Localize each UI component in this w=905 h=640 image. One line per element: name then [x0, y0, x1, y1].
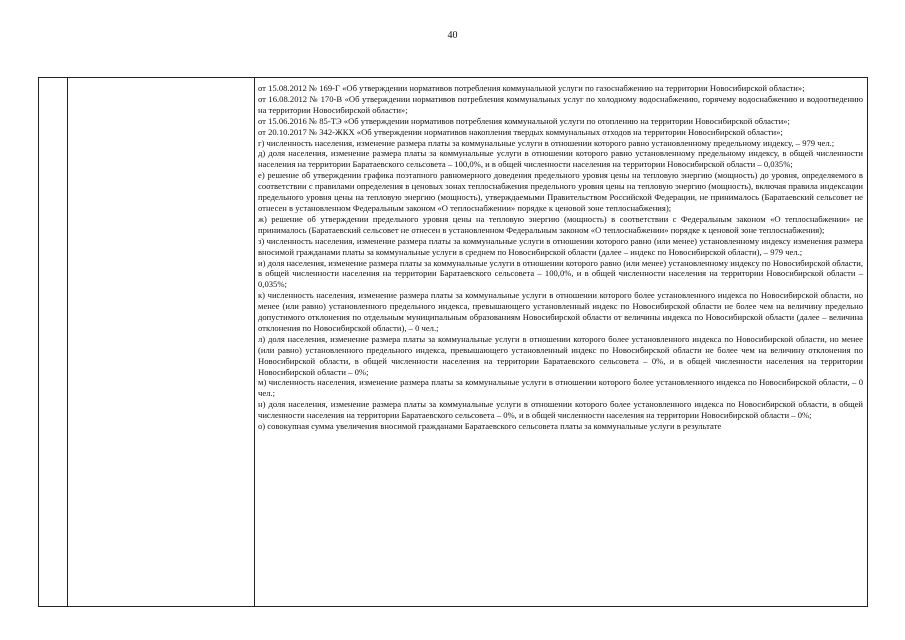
column-divider-1 [67, 78, 68, 606]
paragraph-7: е) решение об утверждении графика поэтапного равномерного доведения предельного уровня цены на тепловую энергию (мощность) до уровня, определяемого в соответствии с правилами определения в ценовых зонах теплоснабжения предельного уровня цены на тепловую энергию (мощность), включая правила индексации предельного уровня цены на тепловую энергию (мощность), утверждаемыми Правительством Российской Федерации, не принималось (Баратаевский сельсовет не отнесен в установленном Федеральным законом «О теплоснабжении» порядке к ценовой зоне теплоснабжения); [258, 170, 863, 213]
paragraph-5: г) численность населения, изменение размера платы за коммунальные услуги в отношении которого равно установленному предельному индексу, – 979 чел.; [258, 137, 835, 148]
paragraph-3: от 15.06.2016 № 85-ТЭ «Об утверждении нормативов потребления коммунальной услуги по отоплению на территории Новосибирской области»; [258, 115, 790, 126]
paragraph-2: от 16.08.2012 № 170-В «Об утверждении нормативов потребления коммунальных услуг по холодному водоснабжению, горячему водоснабжению и водоотведению на территории Новосибирской области»; [258, 93, 863, 115]
paragraph-15: о) совокупная сумма увеличения вносимой гражданами Баратаевского сельсовета платы за коммунальные услуги в результате [258, 421, 722, 432]
paragraph-11: к) численность населения, изменение размера платы за коммунальные услуги в отношении которого более установленного индекса по Новосибирской области, но менее (или равно) установленного предельного индекса, превышающего установленный индекс по Новосибирской области не более чем на величину предельно допустимого отклонения по отдельным муниципальным образованиям Новосибирской области от величины индекса по Новосибирской области (далее – величина отклонения по Новосибирской области), – 0 чел.; [258, 290, 863, 333]
paragraph-10: и) доля населения, изменение размера платы за коммунальные услуги в отношении которого равно (или менее) установленному индексу по Новосибирской области, в общей численности населения на территории Баратаевского сельсовета – 100,0%, и в общей численности населения на территории Новосибирской области – 0,035%; [258, 257, 863, 290]
paragraph-4: от 20.10.2017 № 342-ЖКХ «Об утверждении нормативов накопления твердых коммунальных отходов на территории Новосибирской области»; [258, 126, 783, 137]
paragraph-6: д) доля населения, изменение размера платы за коммунальные услуги в отношении которого равно установленному предельному индексу, в общей численности населения на территории Баратаевского сельсовета – 100,0%, и в общей численности населения на территории Новосибирской области – 0,035%; [258, 148, 863, 170]
table-cell-content [258, 83, 863, 432]
document-table [38, 77, 868, 607]
paragraph-12: л) доля населения, изменение размера платы за коммунальные услуги в отношении которого более установленного индекса по Новосибирской области, но менее (или равно) установленного предельного индекса, превышающего установленный индекс по Новосибирской области не более чем на величину отклонения по Новосибирской области, в общей численности населения на территории Баратаевского сельсовета – 0%, и в общей численности населения на территории Новосибирской области – 0%; [258, 333, 863, 377]
page-number: 40 [447, 30, 458, 41]
paragraph-13: м) численность населения, изменение размера платы за коммунальные услуги в отношении которого более установленного индекса по Новосибирской области, – 0 чел.; [258, 377, 863, 399]
paragraph-9: з) численность населения, изменение размера платы за коммунальные услуги в отношении которого равно (или менее) установленному индексу изменения размера вносимой гражданами платы за коммунальные услуги в среднем по Новосибирской области (далее – индекс по Новосибирской области), – 979 чел.; [258, 235, 863, 257]
paragraph-14: н) доля населения, изменение размера платы за коммунальные услуги в отношении которого более установленного индекса по Новосибирской области, в общей численности населения на территории Баратаевского сельсовета – 0%, и в общей численности населения на территории Новосибирской области – 0%; [258, 399, 863, 421]
paragraph-1: от 15.08.2012 № 169-Г «Об утверждении нормативов потребления коммунальной услуги по газоснабжению на территории Новосибирской области»; [258, 83, 805, 93]
paragraph-8: ж) решение об утверждении предельного уровня цены на тепловую энергию (мощность) в соответствии с Федеральным законом «О теплоснабжении» не принималось (Баратаевский сельсовет не отнесен в установленном Федеральным законом «О теплоснабжении» порядке к ценовой зоне теплоснабжения); [258, 213, 863, 235]
column-divider-2 [254, 78, 255, 606]
